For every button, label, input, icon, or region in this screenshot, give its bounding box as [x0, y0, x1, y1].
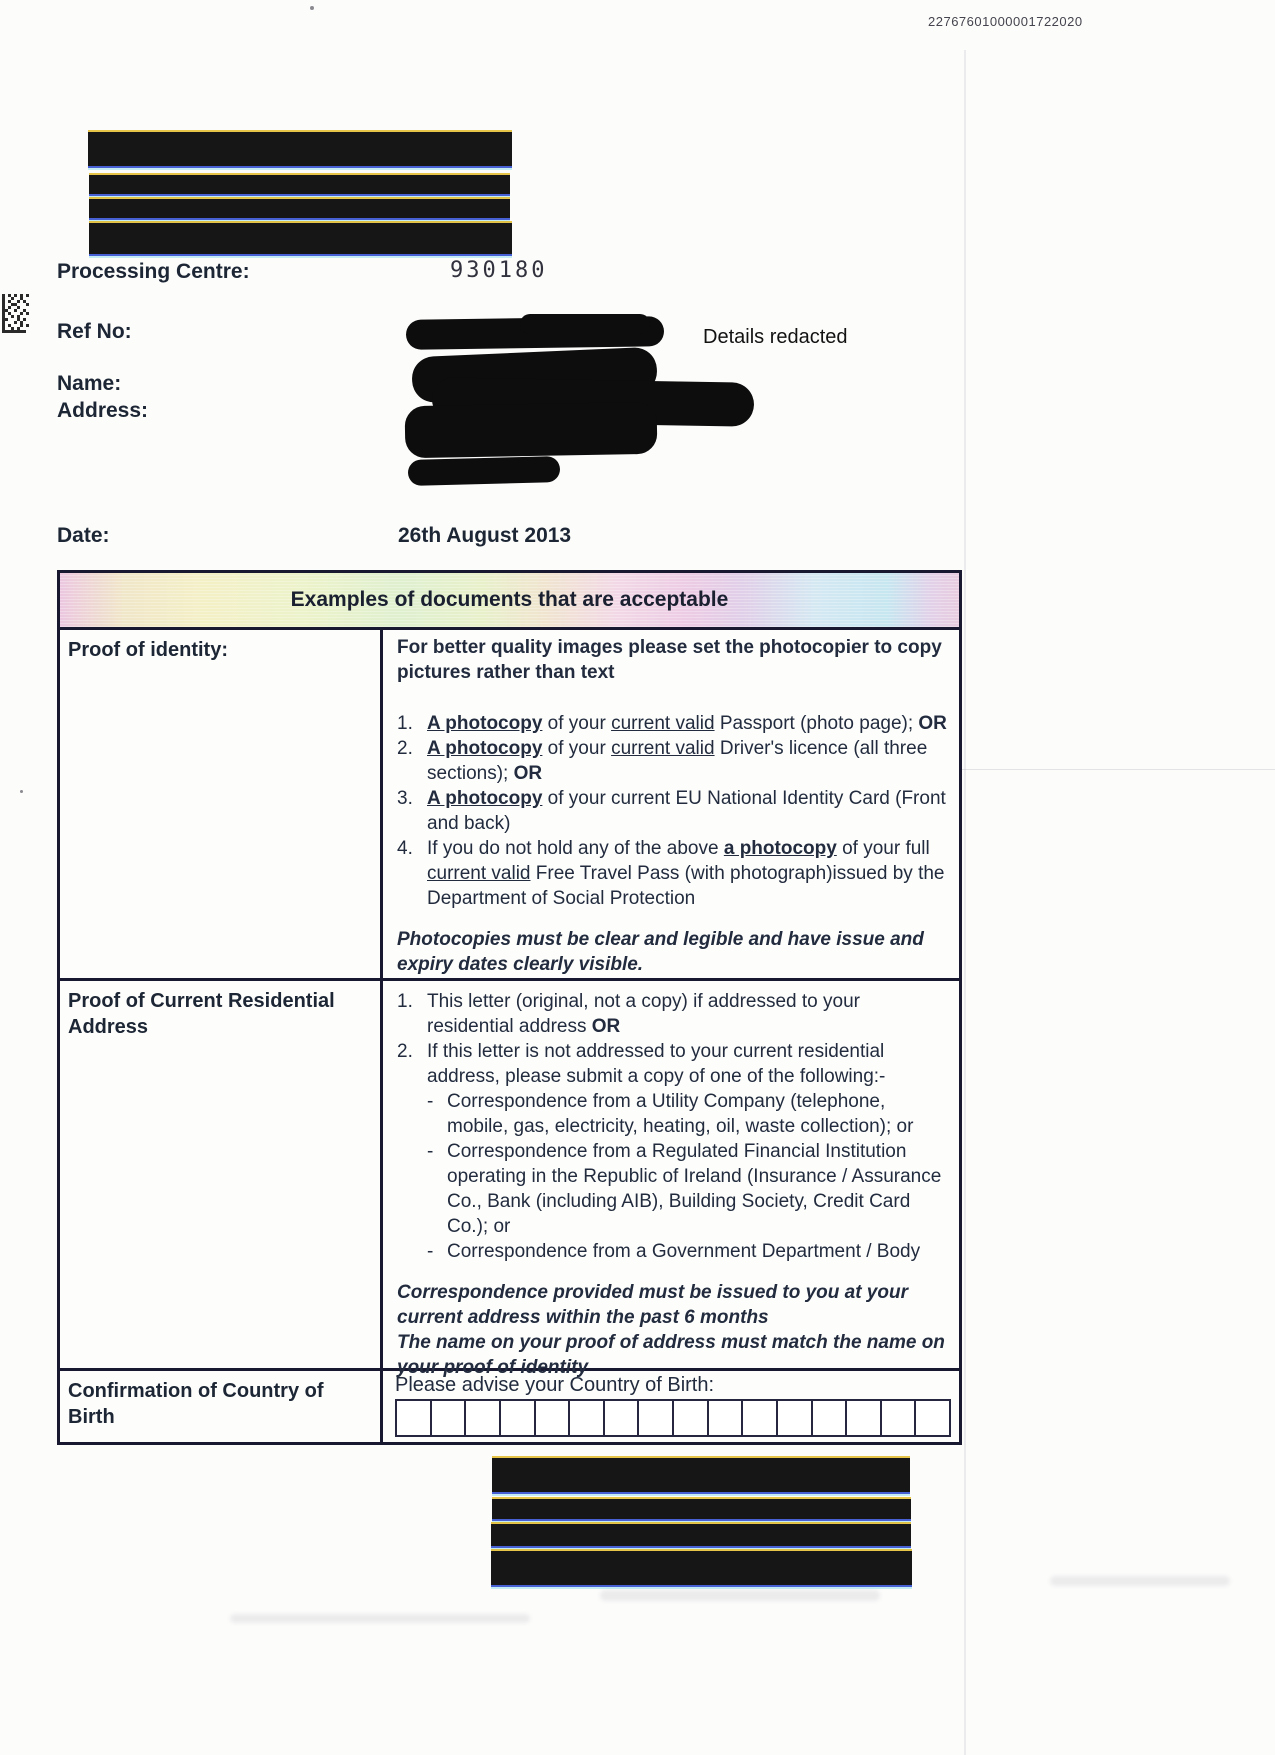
list-item-number: 3.	[397, 788, 413, 809]
country-of-birth-box[interactable]	[880, 1399, 917, 1437]
details-redacted-note: Details redacted	[703, 326, 848, 348]
country-of-birth-box[interactable]	[776, 1399, 813, 1437]
country-of-birth-boxes	[395, 1399, 951, 1437]
list-item-text: A photocopy of your current EU National Identity Card (Front and back)	[427, 788, 946, 834]
redaction-bar	[491, 1551, 912, 1585]
redaction-blob-address	[405, 402, 658, 458]
list-item-text: Correspondence from a Regulated Financial Institution operating in the Republic of Ireland (Insurance / Assurance Co., Bank (including AIB), Building Society, Credit Card Co.); or	[447, 1141, 942, 1237]
redaction-bar	[89, 223, 512, 254]
name-label: Name:	[57, 372, 122, 395]
country-of-birth-box[interactable]	[672, 1399, 709, 1437]
list-item-text: If you do not hold any of the above a photocopy of your full current valid Free Travel Pass (with photograph)issued by the Department of Social Protection	[427, 838, 945, 909]
country-of-birth-box[interactable]	[914, 1399, 951, 1437]
processing-centre-value: 930180	[450, 258, 548, 283]
country-of-birth-prompt: Please advise your Country of Birth:	[395, 1374, 715, 1396]
country-of-birth-box[interactable]	[395, 1399, 432, 1437]
country-of-birth-box[interactable]	[707, 1399, 744, 1437]
list-item	[397, 1039, 951, 1089]
list-item-number: 1.	[397, 713, 413, 734]
list-item	[397, 836, 951, 911]
list-item-text: Correspondence from a Government Department / Body	[447, 1241, 921, 1262]
row-label-country-of-birth: Confirmation of Country of Birth	[60, 1371, 383, 1442]
address-document-list	[397, 989, 951, 1264]
country-of-birth-box[interactable]	[845, 1399, 882, 1437]
redaction-bar	[89, 199, 510, 218]
list-item-text: Correspondence from a Utility Company (telephone, mobile, gas, electricity, heating, oil, waste collection); or	[447, 1091, 914, 1137]
scan-crease-horizontal	[955, 769, 1275, 770]
row-label-proof-of-identity: Proof of identity:	[60, 630, 383, 981]
correspondence-recency-note: Correspondence provided must be issued to you at your current address within the past 6 months	[397, 1282, 908, 1328]
country-of-birth-box[interactable]	[464, 1399, 501, 1437]
date-label: Date:	[57, 524, 110, 547]
cell-country-of-birth	[383, 1371, 959, 1442]
redaction-bar	[88, 132, 512, 166]
country-of-birth-box[interactable]	[603, 1399, 640, 1437]
bullet-dash: -	[427, 1141, 434, 1162]
datamatrix-barcode-icon	[2, 294, 29, 336]
list-item-bullet	[427, 1089, 951, 1139]
list-item	[397, 989, 951, 1039]
country-of-birth-box[interactable]	[499, 1399, 536, 1437]
redaction-scribble-ref	[520, 314, 650, 334]
scan-crease-vertical	[964, 50, 966, 1755]
list-item-text: This letter (original, not a copy) if addressed to your residential address OR	[427, 991, 860, 1037]
address-label: Address:	[57, 399, 149, 422]
ref-no-label: Ref No:	[57, 320, 132, 343]
redaction-bar	[492, 1458, 910, 1492]
table-header: Examples of documents that are acceptable	[60, 573, 959, 630]
cell-proof-of-identity	[383, 630, 959, 981]
acceptable-documents-table	[57, 570, 962, 1445]
redaction-bar	[491, 1524, 911, 1546]
scan-smudge	[600, 1590, 880, 1601]
list-item-text: A photocopy of your current valid Driver's licence (all three sections); OR	[427, 738, 928, 784]
country-of-birth-box[interactable]	[568, 1399, 605, 1437]
photocopier-instruction: For better quality images please set the photocopier to copy pictures rather than text	[397, 637, 942, 683]
bullet-dash: -	[427, 1091, 434, 1112]
country-of-birth-box[interactable]	[741, 1399, 778, 1437]
list-item-bullet	[427, 1139, 951, 1239]
name-match-note: The name on your proof of address must match the name on your proof of identity	[397, 1332, 945, 1378]
list-item	[397, 786, 951, 836]
list-item-number: 2.	[397, 738, 413, 759]
date-value: 26th August 2013	[398, 524, 572, 547]
list-item	[397, 711, 951, 736]
photocopy-legibility-note: Photocopies must be clear and legible and have issue and expiry dates clearly visible.	[397, 929, 924, 975]
list-item-number: 4.	[397, 838, 413, 859]
scan-smudge	[1050, 1576, 1230, 1586]
redaction-bar	[89, 175, 510, 194]
scan-speck	[20, 790, 23, 793]
country-of-birth-box[interactable]	[637, 1399, 674, 1437]
redaction-bar	[492, 1499, 911, 1519]
scan-smudge	[230, 1614, 530, 1623]
list-item-number: 1.	[397, 991, 413, 1012]
processing-centre-label: Processing Centre:	[57, 260, 250, 283]
scan-speck	[310, 6, 314, 10]
country-of-birth-box[interactable]	[430, 1399, 467, 1437]
document-scan-number: 22767601000001722020	[928, 14, 1083, 29]
identity-document-list	[397, 711, 951, 911]
country-of-birth-box[interactable]	[534, 1399, 571, 1437]
bullet-dash: -	[427, 1241, 434, 1262]
redaction-blob-address	[408, 456, 561, 486]
row-label-proof-of-address: Proof of Current Residential Address	[60, 981, 383, 1371]
list-item-text: A photocopy of your current valid Passport (photo page); OR	[427, 713, 947, 734]
list-item	[397, 736, 951, 786]
cell-proof-of-address	[383, 981, 959, 1378]
country-of-birth-box[interactable]	[811, 1399, 848, 1437]
list-item-text: If this letter is not addressed to your current residential address, please submit a copy of one of the following:-	[427, 1041, 886, 1087]
list-item-bullet	[427, 1239, 951, 1264]
list-item-number: 2.	[397, 1041, 413, 1062]
